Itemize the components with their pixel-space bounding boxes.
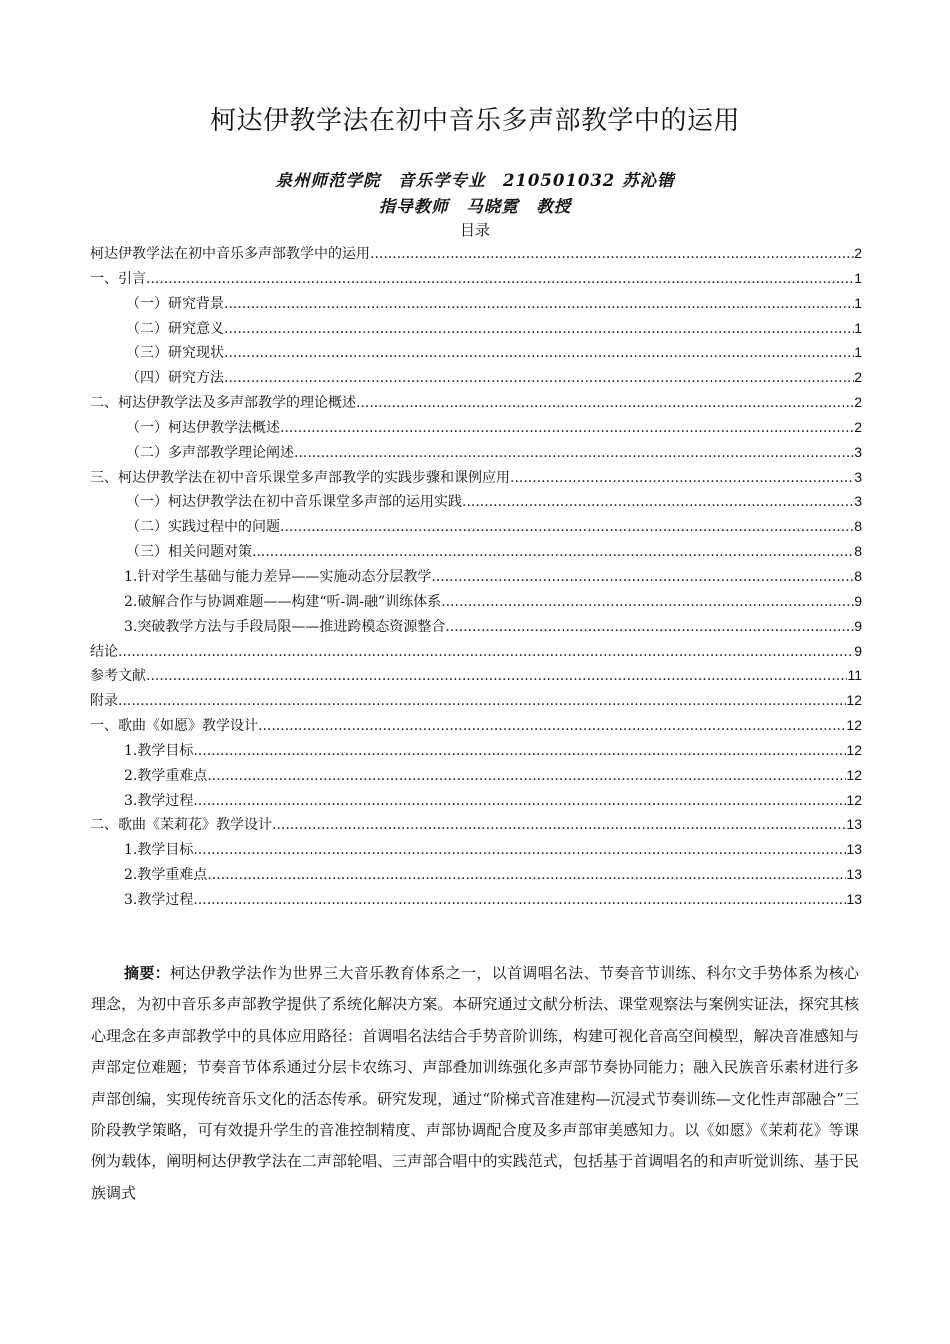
toc-entry[interactable] bbox=[90, 266, 862, 291]
toc-entry-label: 3.突破教学方法与手段局限——推进跨模态资源整合 bbox=[124, 618, 446, 635]
toc-leader-dots bbox=[224, 317, 854, 342]
toc-entry-page: 1 bbox=[854, 294, 862, 311]
toc-entry-label: 3.教学过程 bbox=[124, 891, 194, 908]
toc-entry-page: 13 bbox=[846, 866, 862, 883]
toc-entry-page: 3 bbox=[854, 493, 862, 510]
toc-entry-label: 参考文献 bbox=[90, 668, 146, 685]
advisor-line: 指导教师 马晓霓 教授 bbox=[378, 197, 572, 216]
toc-entry-page: 8 bbox=[854, 567, 862, 584]
toc-entry[interactable] bbox=[90, 340, 862, 365]
toc-entry-page: 13 bbox=[846, 841, 862, 858]
toc-entry-page: 12 bbox=[846, 717, 862, 734]
toc-entry-page: 1 bbox=[854, 319, 862, 336]
toc-entry-label: （一）研究背景 bbox=[126, 295, 224, 312]
toc-entry-page: 9 bbox=[854, 592, 862, 609]
toc-entry-page: 11 bbox=[847, 667, 862, 684]
toc-entry-label: 柯达伊教学法在初中音乐多声部教学中的运用 bbox=[90, 246, 370, 262]
toc-entry[interactable] bbox=[90, 738, 862, 763]
toc-leader-dots bbox=[445, 615, 854, 640]
toc-entry-label: 二、柯达伊教学法及多声部教学的理论概述 bbox=[90, 395, 356, 412]
toc-leader-dots bbox=[462, 490, 854, 515]
toc-entry-page: 1 bbox=[854, 269, 862, 286]
toc-heading: 目录 bbox=[459, 221, 490, 239]
toc-leader-dots bbox=[294, 441, 854, 466]
toc-entry-label: （二）实践过程中的问题 bbox=[126, 519, 280, 536]
table-of-contents bbox=[90, 241, 862, 912]
toc-entry[interactable] bbox=[90, 291, 862, 316]
toc-leader-dots bbox=[356, 391, 854, 416]
toc-entry[interactable] bbox=[90, 688, 862, 713]
toc-entry[interactable] bbox=[90, 663, 862, 688]
toc-leader-dots bbox=[431, 565, 854, 590]
toc-entry[interactable] bbox=[90, 514, 862, 539]
toc-leader-dots bbox=[280, 515, 854, 540]
toc-leader-dots bbox=[370, 242, 854, 267]
toc-leader-dots bbox=[118, 689, 846, 714]
toc-entry-page: 13 bbox=[846, 816, 862, 833]
toc-entry-label: 一、引言 bbox=[90, 270, 146, 287]
toc-entry-page: 2 bbox=[854, 245, 862, 261]
toc-leader-dots bbox=[146, 267, 854, 292]
toc-entry[interactable] bbox=[90, 465, 862, 490]
toc-entry-page: 8 bbox=[854, 543, 862, 560]
toc-leader-dots bbox=[224, 292, 854, 317]
toc-leader-dots bbox=[146, 664, 847, 689]
abstract-keyword: 摘要： bbox=[124, 964, 170, 982]
toc-entry-label: （一）柯达伊教学法概述 bbox=[126, 419, 280, 436]
toc-entry-label: 2.教学重难点 bbox=[124, 867, 208, 884]
toc-entry-label: （三）研究现状 bbox=[126, 345, 224, 362]
toc-entry[interactable] bbox=[90, 887, 862, 912]
toc-entry[interactable] bbox=[90, 614, 862, 639]
toc-entry-label: （一）柯达伊教学法在初中音乐课堂多声部的运用实践 bbox=[126, 494, 462, 511]
toc-entry[interactable] bbox=[90, 241, 862, 266]
toc-entry-page: 1 bbox=[854, 344, 862, 361]
toc-entry[interactable] bbox=[90, 862, 862, 887]
toc-entry[interactable] bbox=[90, 415, 862, 440]
toc-leader-dots bbox=[252, 540, 854, 565]
toc-entry[interactable] bbox=[90, 365, 862, 390]
toc-entry-page: 12 bbox=[846, 692, 862, 709]
toc-entry-label: 附录 bbox=[90, 693, 118, 710]
toc-leader-dots bbox=[224, 341, 854, 366]
toc-entry-page: 2 bbox=[854, 418, 862, 435]
toc-entry-page: 12 bbox=[846, 741, 862, 758]
toc-entry-label: 2.破解合作与协调难题——构建“听-调-融”训练体系 bbox=[124, 593, 442, 610]
toc-entry-page: 12 bbox=[846, 766, 862, 783]
toc-entry-label: 1.教学目标 bbox=[124, 842, 194, 859]
toc-entry[interactable] bbox=[90, 539, 862, 564]
toc-entry-label: 1.教学目标 bbox=[124, 742, 194, 759]
toc-entry-page: 13 bbox=[846, 890, 862, 907]
toc-entry-page: 2 bbox=[854, 394, 862, 411]
toc-entry-page: 3 bbox=[854, 468, 862, 485]
toc-entry-page: 9 bbox=[854, 617, 862, 634]
toc-leader-dots bbox=[118, 640, 854, 665]
toc-leader-dots bbox=[207, 764, 846, 789]
toc-entry-label: 结论 bbox=[90, 643, 118, 660]
toc-leader-dots bbox=[193, 888, 846, 913]
toc-entry[interactable] bbox=[90, 489, 862, 514]
abstract-paragraph bbox=[91, 958, 859, 1209]
toc-entry[interactable] bbox=[90, 713, 862, 738]
author-line: 泉州师范学院 音乐学专业 210501032 苏沁锴 bbox=[275, 171, 675, 190]
toc-entry[interactable] bbox=[90, 316, 862, 341]
toc-entry-page: 9 bbox=[854, 642, 862, 659]
toc-entry[interactable] bbox=[90, 837, 862, 862]
toc-entry-label: 1.针对学生基础与能力差异——实施动态分层教学 bbox=[124, 568, 432, 585]
toc-entry[interactable] bbox=[90, 589, 862, 614]
toc-entry[interactable] bbox=[90, 763, 862, 788]
toc-leader-dots bbox=[193, 739, 846, 764]
toc-entry-page: 3 bbox=[854, 443, 862, 460]
toc-entry-page: 12 bbox=[846, 791, 862, 808]
toc-entry-label: 一、歌曲《如愿》教学设计 bbox=[90, 718, 258, 735]
toc-leader-dots bbox=[193, 838, 846, 863]
toc-entry-label: （三）相关问题对策 bbox=[126, 544, 252, 561]
page-title: 柯达伊教学法在初中音乐多声部教学中的运用 bbox=[209, 106, 740, 136]
toc-entry[interactable] bbox=[90, 440, 862, 465]
toc-entry[interactable] bbox=[90, 812, 862, 837]
toc-leader-dots bbox=[280, 416, 854, 441]
toc-entry[interactable] bbox=[90, 390, 862, 415]
toc-entry[interactable] bbox=[90, 639, 862, 664]
abstract-text: 柯达伊教学法作为世界三大音乐教育体系之一，以首调唱名法、节奏音节训练、科尔文手势体系为核心理念，为初中音乐多声部教学提供了系统化解决方案。本研究通过文献分析法、课堂观察法与案例实证法，探究其核心理念在多声部教学中的具体应用路径：首调唱名法结合手势音阶训练，构建可视化音高空间模型，解决音准感知与声部定位难题；节奏音节体系通过分层卡农练习、声部叠加训练强化多声部节奏协同能力；融入民族音乐素材进行多声部创编，实现传统音乐文化的活态传承。研究发现，通过“阶梯式音准建构—沉浸式节奏训练—文化性声部融合”三阶段教学策略，可有效提升学生的音准控制精度、声部协调配合度及多声部审美感知力。以《如愿》《茉莉花》等课例为载体，阐明柯达伊教学法在二声部轮唱、三声部合唱中的实践范式，包括基于首调唱名的和声听觉训练、基于民族调式 bbox=[91, 964, 859, 1202]
toc-leader-dots bbox=[258, 714, 846, 739]
toc-leader-dots bbox=[224, 366, 854, 391]
toc-entry[interactable] bbox=[90, 788, 862, 813]
toc-leader-dots bbox=[207, 863, 846, 888]
toc-entry-label: 3.教学过程 bbox=[124, 792, 194, 809]
toc-entry-page: 2 bbox=[854, 369, 862, 386]
toc-entry-label: 三、柯达伊教学法在初中音乐课堂多声部教学的实践步骤和课例应用 bbox=[90, 469, 510, 486]
toc-entry[interactable] bbox=[90, 564, 862, 589]
toc-entry-label: （四）研究方法 bbox=[126, 370, 224, 387]
toc-leader-dots bbox=[193, 789, 846, 814]
toc-entry-page: 8 bbox=[854, 518, 862, 535]
toc-entry-label: （二）多声部教学理论阐述 bbox=[126, 444, 294, 461]
toc-leader-dots bbox=[510, 466, 854, 491]
toc-entry-label: 2.教学重难点 bbox=[124, 767, 208, 784]
toc-leader-dots bbox=[441, 590, 854, 615]
toc-entry-label: 二、歌曲《茉莉花》教学设计 bbox=[90, 817, 272, 834]
toc-entry-label: （二）研究意义 bbox=[126, 320, 224, 337]
toc-leader-dots bbox=[272, 813, 846, 838]
